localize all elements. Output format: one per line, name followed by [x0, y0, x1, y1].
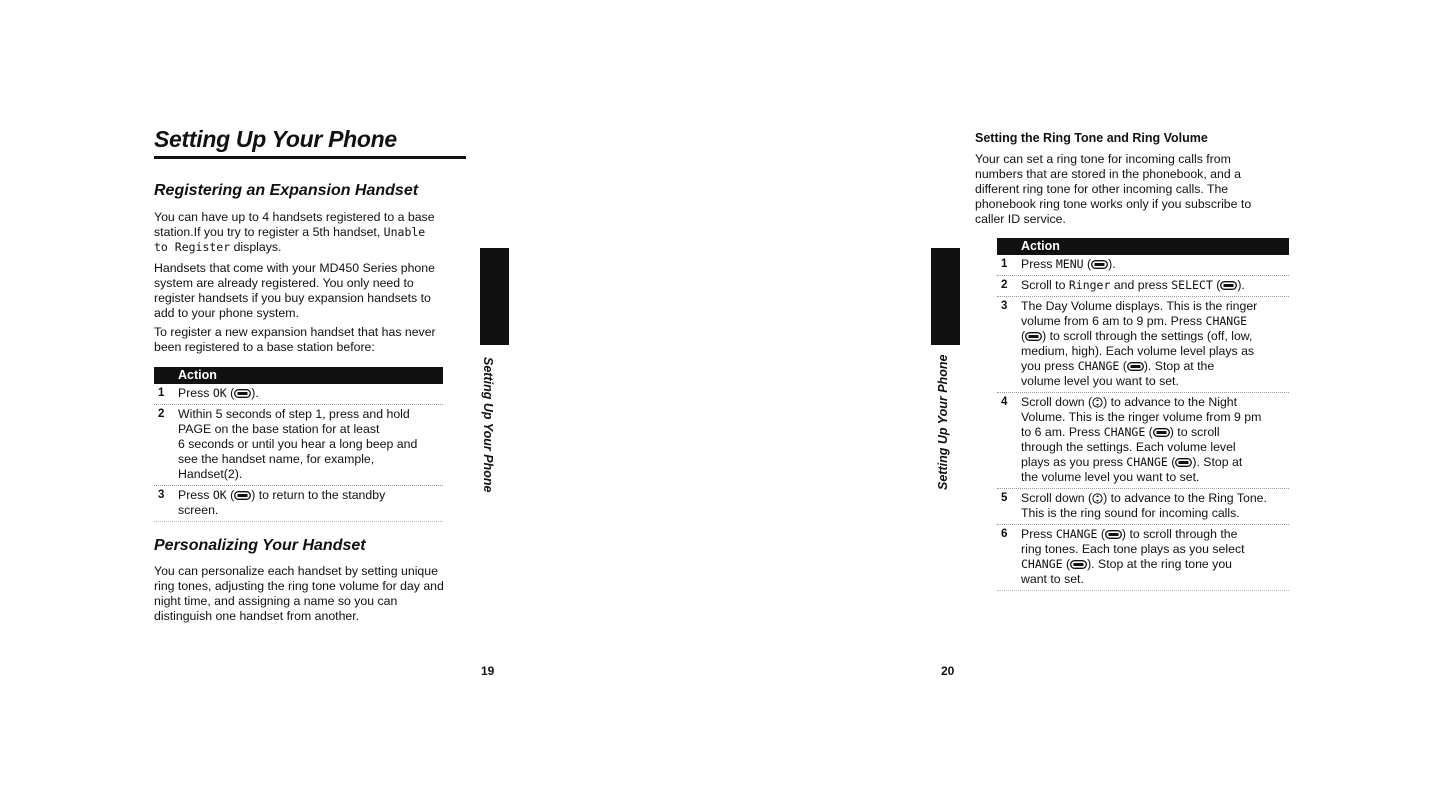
step-text: Scroll down [1021, 491, 1085, 505]
action-table-header: Action [997, 238, 1289, 255]
key-label: CHANGE [1055, 527, 1098, 541]
step-row [154, 486, 443, 522]
step-text-line: to 6 am. Press CHANGE ( ) to scroll [1021, 425, 1220, 439]
step-text: . Stop at the ring tone you [1091, 557, 1232, 571]
step-text-line: CHANGE ( ). Stop at the ring tone you [1021, 557, 1232, 571]
paragraph-line: You can have up to 4 handsets registered to a base [154, 210, 435, 224]
step-text: volume from 6 am to 9 pm. Press [1021, 314, 1203, 328]
paragraph-line: numbers that are stored in the phonebook, and a [975, 167, 1241, 181]
step-text: volume level you want to set. [1021, 374, 1179, 388]
step-text: Press [178, 386, 210, 400]
step-number: 3 [1001, 300, 1008, 312]
step-text: Press [178, 488, 210, 502]
key-label: OK [212, 488, 227, 502]
step-text: to scroll [1177, 425, 1220, 439]
step-number: 1 [158, 387, 165, 399]
registering-paragraph-3 [154, 325, 466, 355]
paragraph-line: To register a new expansion handset that has never [154, 325, 436, 339]
step-text-line: ( ) to scroll through the settings (off, low, [1021, 329, 1253, 343]
step-text: Press [1021, 257, 1053, 271]
registering-paragraph-2 [154, 261, 466, 321]
registering-paragraph-1 [154, 210, 466, 255]
side-tab-label: Setting Up Your Phone [936, 354, 950, 490]
key-label: CHANGE [1077, 359, 1120, 373]
ring-tone-steps-table [997, 255, 1289, 591]
paragraph-line: add to your phone system. [154, 306, 299, 320]
paragraph-line: register handsets if you buy expansion handsets to [154, 291, 431, 305]
step-number: 5 [1001, 492, 1008, 504]
step-text: plays as you press [1021, 455, 1123, 469]
page-number: 20 [941, 664, 955, 678]
step-text-line: Press OK ( ) to return to the standby [178, 488, 386, 502]
paragraph-line: distinguish one handset from another. [154, 609, 360, 623]
step-number: 4 [1001, 396, 1008, 408]
step-text-line: Press CHANGE ( ) to scroll through the [1021, 527, 1238, 541]
step-row [997, 489, 1289, 525]
step-text: want to set. [1021, 572, 1084, 586]
key-label: OK [212, 386, 227, 400]
paragraph-line: Handsets that come with your MD450 Series phone [154, 261, 435, 275]
step-row: 2 Scroll to Ringer and press SELECT ( ). [997, 276, 1289, 297]
page-title: Setting Up Your Phone [154, 126, 397, 152]
step-text: to return to the standby [258, 488, 386, 502]
step-text: see the handset name, for example, [178, 452, 375, 466]
side-tab-marker [480, 248, 509, 345]
softkey-icon [1025, 332, 1042, 341]
side-tab-label: Setting Up Your Phone [481, 357, 495, 493]
step-text: . [1241, 278, 1245, 292]
key-label: CHANGE [1021, 557, 1063, 571]
step-text: to scroll through the [1129, 527, 1238, 541]
page-number: 19 [481, 664, 495, 678]
step-text: Handset(2). [178, 467, 243, 481]
step-text-line [1021, 314, 1289, 329]
registering-steps-table [154, 384, 443, 522]
paragraph-line [154, 240, 466, 255]
step-text: to 6 am. Press [1021, 425, 1101, 439]
display-text: Unable [383, 225, 426, 239]
step-text-line: Scroll down ( ) to advance to the Ring Tone. [1021, 491, 1267, 505]
step-text: to scroll through the settings (off, low, [1049, 329, 1253, 343]
ring-tone-intro [975, 152, 1289, 227]
step-text: . [255, 386, 259, 400]
step-text: Scroll down [1021, 395, 1085, 409]
step-text: PAGE on the base station for at least [178, 422, 380, 436]
step-text: and press [1113, 278, 1168, 292]
paragraph-line: been registered to a base station before: [154, 340, 375, 354]
paragraph-line: caller ID service. [975, 212, 1066, 226]
navigation-key-icon [1092, 397, 1103, 408]
step-row [997, 525, 1289, 591]
step-text-line: you press CHANGE ( ). Stop at the [1021, 359, 1215, 373]
paragraph-line: system are already registered. You only need to [154, 276, 414, 290]
key-label: MENU [1055, 257, 1084, 271]
section-heading-registering: Registering an Expansion Handset [154, 182, 419, 199]
softkey-icon [234, 389, 251, 398]
display-text: to Register [154, 240, 231, 254]
step-text: to advance to the Ring Tone. [1110, 491, 1267, 505]
step-text: . Stop at [1196, 455, 1243, 469]
step-text: Scroll to [1021, 278, 1066, 292]
paragraph-line: Your can set a ring tone for incoming calls from [975, 152, 1231, 166]
section-heading-ring-tone: Setting the Ring Tone and Ring Volume [975, 131, 1208, 145]
step-text: to advance to the Night [1110, 395, 1238, 409]
softkey-icon [1220, 281, 1237, 290]
step-row: 1 Press MENU ( ). [997, 255, 1289, 276]
personalizing-paragraph [154, 564, 466, 624]
paragraph-line: ring tones, adjusting the ring tone volume for day and [154, 579, 444, 593]
paragraph-line: You can personalize each handset by setting unique [154, 564, 438, 578]
paragraph-line: different ring tone for other incoming calls. The [975, 182, 1229, 196]
paragraph-line [154, 225, 466, 240]
action-table-header: Action [154, 367, 443, 384]
key-label: CHANGE [1205, 314, 1248, 328]
step-text: The Day Volume displays. This is the ringer [1021, 299, 1258, 313]
key-label: CHANGE [1103, 425, 1146, 439]
paragraph-line: night time, and assigning a name so you can [154, 594, 398, 608]
step-number: 3 [158, 489, 165, 501]
step-text: Volume. This is the ringer volume from 9 pm [1021, 410, 1262, 424]
step-text-line: Scroll down ( ) to advance to the Night [1021, 395, 1238, 409]
step-row: 1 Press OK ( ). [154, 384, 443, 405]
side-tab-marker [931, 248, 960, 345]
softkey-icon [1127, 362, 1144, 371]
step-text-line: plays as you press CHANGE ( ). Stop at [1021, 455, 1243, 469]
softkey-icon [1105, 530, 1122, 539]
key-label: SELECT [1171, 278, 1213, 292]
step-text: 6 seconds or until you hear a long beep and [178, 437, 418, 451]
step-number: 6 [1001, 528, 1008, 540]
step-row [154, 405, 443, 486]
section-heading-personalizing: Personalizing Your Handset [154, 537, 366, 554]
step-number: 1 [1001, 258, 1008, 270]
step-row [997, 297, 1289, 393]
navigation-key-icon [1092, 493, 1103, 504]
step-text: screen. [178, 503, 219, 517]
step-text: This is the ring sound for incoming calls. [1021, 506, 1240, 520]
softkey-icon [1091, 260, 1108, 269]
paragraph-text: station.If you try to register a 5th handset, [154, 225, 381, 239]
softkey-icon [1070, 560, 1087, 569]
step-text: . [1112, 257, 1116, 271]
title-rule [154, 156, 466, 159]
softkey-icon [234, 491, 251, 500]
step-text: ring tones. Each tone plays as you select [1021, 542, 1245, 556]
step-text: through the settings. Each volume level [1021, 440, 1236, 454]
display-text: Ringer [1068, 278, 1111, 292]
paragraph-text: displays. [233, 240, 282, 254]
softkey-icon [1153, 428, 1170, 437]
step-text: Press [1021, 527, 1053, 541]
step-number: 2 [1001, 279, 1008, 291]
step-row [997, 393, 1289, 489]
key-label: CHANGE [1126, 455, 1168, 469]
step-text: Within 5 seconds of step 1, press and hold [178, 407, 410, 421]
step-text: the volume level you want to set. [1021, 470, 1200, 484]
step-text: you press [1021, 359, 1075, 373]
softkey-icon [1175, 458, 1192, 467]
step-number: 2 [158, 408, 165, 420]
step-text: . Stop at the [1147, 359, 1215, 373]
paragraph-line: phonebook ring tone works only if you subscribe to [975, 197, 1252, 211]
step-text: medium, high). Each volume level plays as [1021, 344, 1255, 358]
